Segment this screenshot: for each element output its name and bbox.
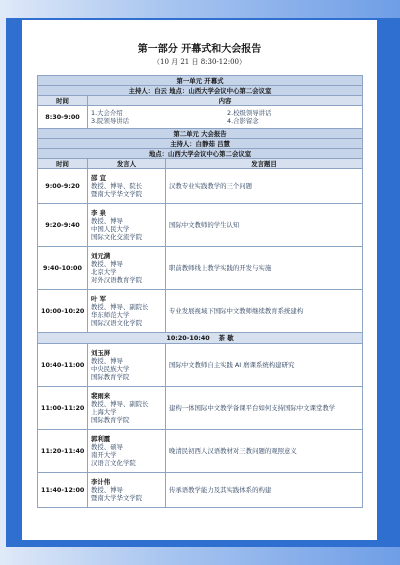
speaker-cell — [88, 344, 166, 387]
unit1-time: 8:30-9:00 — [38, 106, 88, 129]
speaker-cell — [88, 169, 166, 204]
break-time: 10:20-10:40 — [166, 334, 210, 342]
unit1-col-time: 时间 — [38, 96, 88, 106]
speaker-affiliation: 国际教育学院 — [91, 373, 130, 381]
talk-topic: 专业发展视域下国际中文教师继续教育系统建构 — [166, 290, 363, 333]
unit1-title-row — [38, 76, 363, 86]
talk-row — [38, 387, 363, 430]
speaker-affiliation: 国际汉语文化学院 — [91, 319, 143, 327]
bottom-decor-band — [0, 547, 400, 565]
speaker-cell — [88, 430, 166, 473]
unit2-host-row — [38, 139, 363, 149]
unit2-place-row — [38, 149, 363, 159]
speaker-affiliation: 北京大学 — [91, 268, 117, 276]
page-subtitle: （10 月 21 日 8:30-12:00） — [153, 58, 246, 66]
speaker-title: 教授、博导、副院长 — [91, 400, 149, 408]
talk-time: 11:00-11:20 — [38, 387, 88, 430]
talk-topic: 传承语教学能力及其实践体系的构建 — [166, 473, 363, 508]
talk-row — [38, 473, 363, 508]
speaker-title: 教授、博导、副院长 — [91, 303, 149, 311]
unit1-column-header — [38, 96, 363, 106]
speaker-name: 邵 宜 — [91, 174, 107, 182]
speaker-affiliation: 暨南大学华文学院 — [91, 190, 143, 198]
talk-row — [38, 290, 363, 333]
unit2-title-row — [38, 129, 363, 139]
speaker-name: 李计伟 — [91, 478, 111, 486]
unit1-host-row — [38, 86, 363, 96]
speaker-name: 刘元满 — [91, 252, 111, 260]
speaker-title: 教授、博导 — [91, 486, 123, 494]
speaker-affiliation: 国际教育学院 — [91, 416, 130, 424]
speaker-affiliation: 上海大学 — [91, 408, 117, 416]
speaker-affiliation: 汉语言文化学院 — [91, 459, 136, 467]
talk-time: 10:40-11:00 — [38, 344, 88, 387]
unit2-place: 地点：山西大学会议中心第二会议室 — [38, 149, 363, 159]
unit1-host: 主持人：白云 地点：山西大学会议中心第二会议室 — [38, 86, 363, 96]
talk-topic: 职前教师线上教学实践的开发与实施 — [166, 247, 363, 290]
talk-time: 11:20-11:40 — [38, 430, 88, 473]
unit2-title: 第二单元 大会报告 — [38, 129, 363, 139]
speaker-cell — [88, 473, 166, 508]
talk-time: 11:40-12:00 — [38, 473, 88, 508]
tea-break-row — [38, 333, 363, 344]
unit2-host: 主持人：白静茹 吕慧 — [38, 139, 363, 149]
speaker-cell — [88, 387, 166, 430]
talk-topic: 建构一体国际中文教学备课平台如何支持国际中文课堂教学 — [166, 387, 363, 430]
speaker-title: 教授、博导 — [91, 260, 123, 268]
unit1-item: 3.院领导讲话 — [91, 117, 130, 125]
unit1-item: 1.大会介绍 — [91, 109, 123, 117]
speaker-cell — [88, 290, 166, 333]
schedule-table — [37, 75, 363, 508]
unit2-col-topic: 发言题目 — [166, 159, 363, 169]
speaker-title: 教授、博导 — [91, 217, 123, 225]
speaker-affiliation: 暨南大学华文学院 — [91, 494, 143, 502]
speaker-name: 叶 军 — [91, 295, 107, 303]
speaker-title: 教授、硕导 — [91, 443, 123, 451]
unit2-column-header — [38, 159, 363, 169]
schedule-page — [22, 20, 377, 540]
talk-time: 9:40-10:00 — [38, 247, 88, 290]
speaker-affiliation: 中国人民大学 — [91, 225, 130, 233]
talk-row — [38, 169, 363, 204]
talk-time: 9:20-9:40 — [38, 204, 88, 247]
page-title: 第一部分 开幕式和大会报告 — [137, 44, 262, 55]
talk-time: 9:00-9:20 — [38, 169, 88, 204]
unit1-title: 第一单元 开幕式 — [38, 76, 363, 86]
talk-topic: 国际中文教师自主实践 AI 磨课系统构建研究 — [166, 344, 363, 387]
unit1-item: 2.校级领导讲话 — [227, 109, 272, 117]
talk-row — [38, 204, 363, 247]
talk-row — [38, 247, 363, 290]
tea-break — [38, 333, 363, 344]
speaker-affiliation: 南开大学 — [91, 451, 117, 459]
speaker-affiliation: 国际文化交流学院 — [91, 233, 143, 241]
speaker-affiliation: 对外汉语教育学院 — [91, 276, 143, 284]
talk-row — [38, 430, 363, 473]
left-decor-stripe — [0, 0, 6, 565]
speaker-affiliation: 华东师范大学 — [91, 311, 130, 319]
speaker-cell — [88, 204, 166, 247]
speaker-name: 刘玉屏 — [91, 349, 111, 357]
speaker-cell — [88, 247, 166, 290]
speaker-affiliation: 中央民族大学 — [91, 365, 130, 373]
talk-time: 10:00-10:20 — [38, 290, 88, 333]
speaker-name: 裴雨来 — [91, 392, 111, 400]
speaker-title: 教授、博导 — [91, 357, 123, 365]
speaker-name: 郭利霞 — [91, 435, 111, 443]
unit1-row — [38, 106, 363, 129]
speaker-name: 李 泉 — [91, 209, 107, 217]
unit1-content — [88, 106, 363, 129]
unit1-col-content: 内容 — [88, 96, 363, 106]
unit1-item: 4.合影留念 — [227, 117, 259, 125]
talk-topic: 汉教专业实践教学的三个问题 — [166, 169, 363, 204]
talk-row — [38, 344, 363, 387]
speaker-title: 教授、博导、院长 — [91, 182, 143, 190]
unit2-col-speaker: 发言人 — [88, 159, 166, 169]
top-decor-band — [0, 0, 400, 18]
unit2-col-time: 时间 — [38, 159, 88, 169]
talk-topic: 国际中文教师的学生认知 — [166, 204, 363, 247]
break-label: 茶 歇 — [218, 334, 234, 342]
talk-topic: 晚清民初西人汉语教材对三教问题的观照意义 — [166, 430, 363, 473]
